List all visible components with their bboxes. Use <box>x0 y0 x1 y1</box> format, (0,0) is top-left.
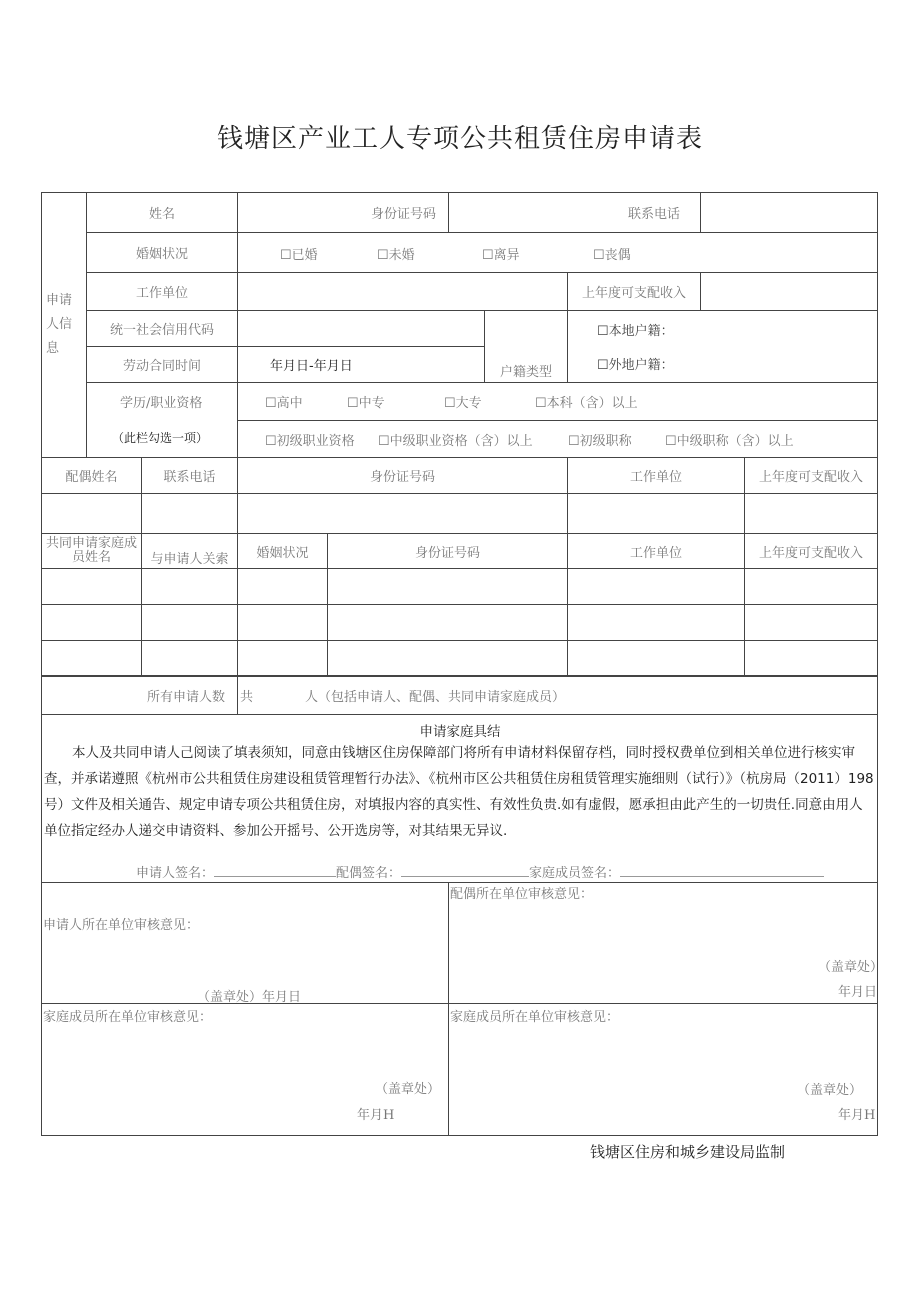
family-header-income: 上年度可支配收入 <box>744 533 878 569</box>
qual-mid-title-checkbox[interactable]: ☐中级职称（含）以上 <box>665 434 794 449</box>
family-row-3-employer-input[interactable] <box>567 640 745 677</box>
family-row-1-relation-input[interactable] <box>141 568 238 605</box>
family-header-marital: 婚姻状况 <box>237 533 328 569</box>
family-row-1-employer-input[interactable] <box>567 568 745 605</box>
edu-bachelor-checkbox[interactable]: ☐本科（含）以上 <box>535 396 638 411</box>
spouse-income-input[interactable] <box>744 493 878 534</box>
marital-single-checkbox[interactable]: ☐未婚 <box>377 248 415 263</box>
family-row-3-income-input[interactable] <box>744 640 878 677</box>
family-row-2-marital-input[interactable] <box>237 604 328 641</box>
declaration-title: 申请家庭具结 <box>419 724 501 740</box>
qual-junior-title-checkbox[interactable]: ☐初级职称 <box>568 434 632 449</box>
declaration-body <box>44 740 874 844</box>
form-title: 钱塘区产业工人专项公共租赁住房申请表 <box>216 124 703 154</box>
family-unit-date-1: 年月H <box>357 1108 395 1123</box>
qual-junior-vocational-checkbox[interactable]: ☐初级职业资格 <box>265 434 355 449</box>
spouse-phone-input[interactable] <box>141 493 238 534</box>
marital-married-checkbox[interactable]: ☐已婚 <box>280 248 318 263</box>
family-row-3-id-input[interactable] <box>327 640 568 677</box>
marital-label: 婚姻状况 <box>86 232 238 273</box>
contract-input[interactable]: 年月日-年月日 <box>237 346 485 383</box>
total-label: 所有申请人数 <box>41 675 238 715</box>
spouse-header-employer: 工作单位 <box>567 457 745 494</box>
family-unit-stamp-2: （盖章处） <box>797 1083 863 1098</box>
spouse-unit-review-label: 配偶所在单位审核意见： <box>450 887 594 902</box>
spouse-signature-label: 配偶签名： <box>336 866 402 881</box>
qual-mid-vocational-checkbox[interactable]: ☐中级职业资格（含）以上 <box>378 434 533 449</box>
edu-college-checkbox[interactable]: ☐大专 <box>444 396 482 411</box>
applicant-unit-stamp: （盖章处）年月日 <box>197 990 302 1005</box>
income-input[interactable] <box>700 272 878 311</box>
hukou-local-checkbox[interactable]: ☐本地户籍： <box>597 324 674 339</box>
employer-label: 工作单位 <box>86 272 238 311</box>
family-row-2-relation-input[interactable] <box>141 604 238 641</box>
edu-note: （此栏勾选一项） <box>112 431 209 445</box>
credit-code-input[interactable] <box>237 310 485 347</box>
family-row-2-employer-input[interactable] <box>567 604 745 641</box>
spouse-id-input[interactable] <box>237 493 568 534</box>
spouse-employer-input[interactable] <box>567 493 745 534</box>
footer-issuer: 钱塘区住房和城乡建设局监制 <box>590 1143 786 1161</box>
family-unit-stamp-1: （盖章处） <box>375 1082 441 1097</box>
family-row-2-income-input[interactable] <box>744 604 878 641</box>
contract-label: 劳动合同时间 <box>86 346 238 383</box>
family-header-id: 身份证号码 <box>327 533 568 569</box>
family-row-3-marital-input[interactable] <box>237 640 328 677</box>
family-signature-field[interactable] <box>620 864 824 877</box>
spouse-unit-date: 年月日 <box>838 985 878 1000</box>
family-header-name: 共同申请家庭成员姓名 <box>41 533 142 569</box>
family-row-3-name-input[interactable] <box>41 640 142 677</box>
income-label: 上年度可支配收入 <box>567 272 701 311</box>
signature-row <box>136 862 824 881</box>
employer-input[interactable] <box>237 272 568 311</box>
spouse-signature-field[interactable] <box>401 864 529 877</box>
spouse-unit-stamp: （盖章处） <box>818 960 884 975</box>
declaration-text: 本人及共同申请人己阅读了填表须知，同意由钱塘区住房保障部门将所有申请材料保留存档，同时授权费单位到相关单位进行核实审查，并承诺遵照《杭州市公共租赁住房建设租赁管理暂行办法》、《杭州市区公共租赁住房租赁管理实施细则（试行）》（杭房局（2011）198号）文件及相关通告、规定申请专项公共租赁住房，对填报内容的真实性、有效性负贵.如有虚假，愿承担由此产生的一切贵任.同意由用人单位指定经办人递交申请资料、参加公开摇号、公开选房等，对其结果无异议. <box>44 745 874 839</box>
family-header-relation: 与申请人关索 <box>141 533 238 569</box>
family-row-2-id-input[interactable] <box>327 604 568 641</box>
applicant-unit-review-label: 申请人所在单位审核意见： <box>43 918 200 933</box>
family-unit-review-label-1: 家庭成员所在单位审核意见： <box>43 1010 213 1025</box>
marital-divorced-checkbox[interactable]: ☐离异 <box>482 248 520 263</box>
family-row-3-relation-input[interactable] <box>141 640 238 677</box>
spouse-header-phone: 联系电话 <box>141 457 238 494</box>
spouse-name-input[interactable] <box>41 493 142 534</box>
credit-code-label: 统一社会信用代码 <box>86 310 238 347</box>
family-row-1-income-input[interactable] <box>744 568 878 605</box>
spouse-header-id: 身份证号码 <box>237 457 568 494</box>
family-unit-review-label-2: 家庭成员所在单位审核意见： <box>450 1010 620 1025</box>
edu-secondary-checkbox[interactable]: ☐中专 <box>347 396 385 411</box>
family-signature-label: 家庭成员签名： <box>529 866 621 881</box>
family-header-employer: 工作单位 <box>567 533 745 569</box>
total-value[interactable]: 共 人（包括申请人、配偶、共同申请家庭成员） <box>237 675 878 715</box>
marital-widowed-checkbox[interactable]: ☐丧偶 <box>593 248 631 263</box>
hukou-other-checkbox[interactable]: ☐外地户籍： <box>597 358 674 373</box>
marital-options <box>237 232 878 273</box>
applicant-section-label: 申请人信息 <box>41 192 87 458</box>
family-unit-date-2: 年月H <box>838 1108 876 1123</box>
family-row-1-marital-input[interactable] <box>237 568 328 605</box>
applicant-signature-label: 申请人签名： <box>136 866 215 881</box>
edu-label: 学历/职业资格 <box>120 396 203 411</box>
edu-highschool-checkbox[interactable]: ☐高中 <box>265 396 303 411</box>
spouse-header-name: 配偶姓名 <box>41 457 142 494</box>
family-row-1-name-input[interactable] <box>41 568 142 605</box>
name-label: 姓名 <box>86 192 238 233</box>
family-row-1-id-input[interactable] <box>327 568 568 605</box>
spouse-header-income: 上年度可支配收入 <box>744 457 878 494</box>
hukou-label: 户籍类型 <box>484 310 568 383</box>
phone-input[interactable] <box>700 192 878 233</box>
applicant-signature-field[interactable] <box>214 864 336 877</box>
phone-label[interactable]: 联系电话 <box>448 192 701 233</box>
family-row-2-name-input[interactable] <box>41 604 142 641</box>
id-label[interactable]: 身份证号码 <box>237 192 449 233</box>
